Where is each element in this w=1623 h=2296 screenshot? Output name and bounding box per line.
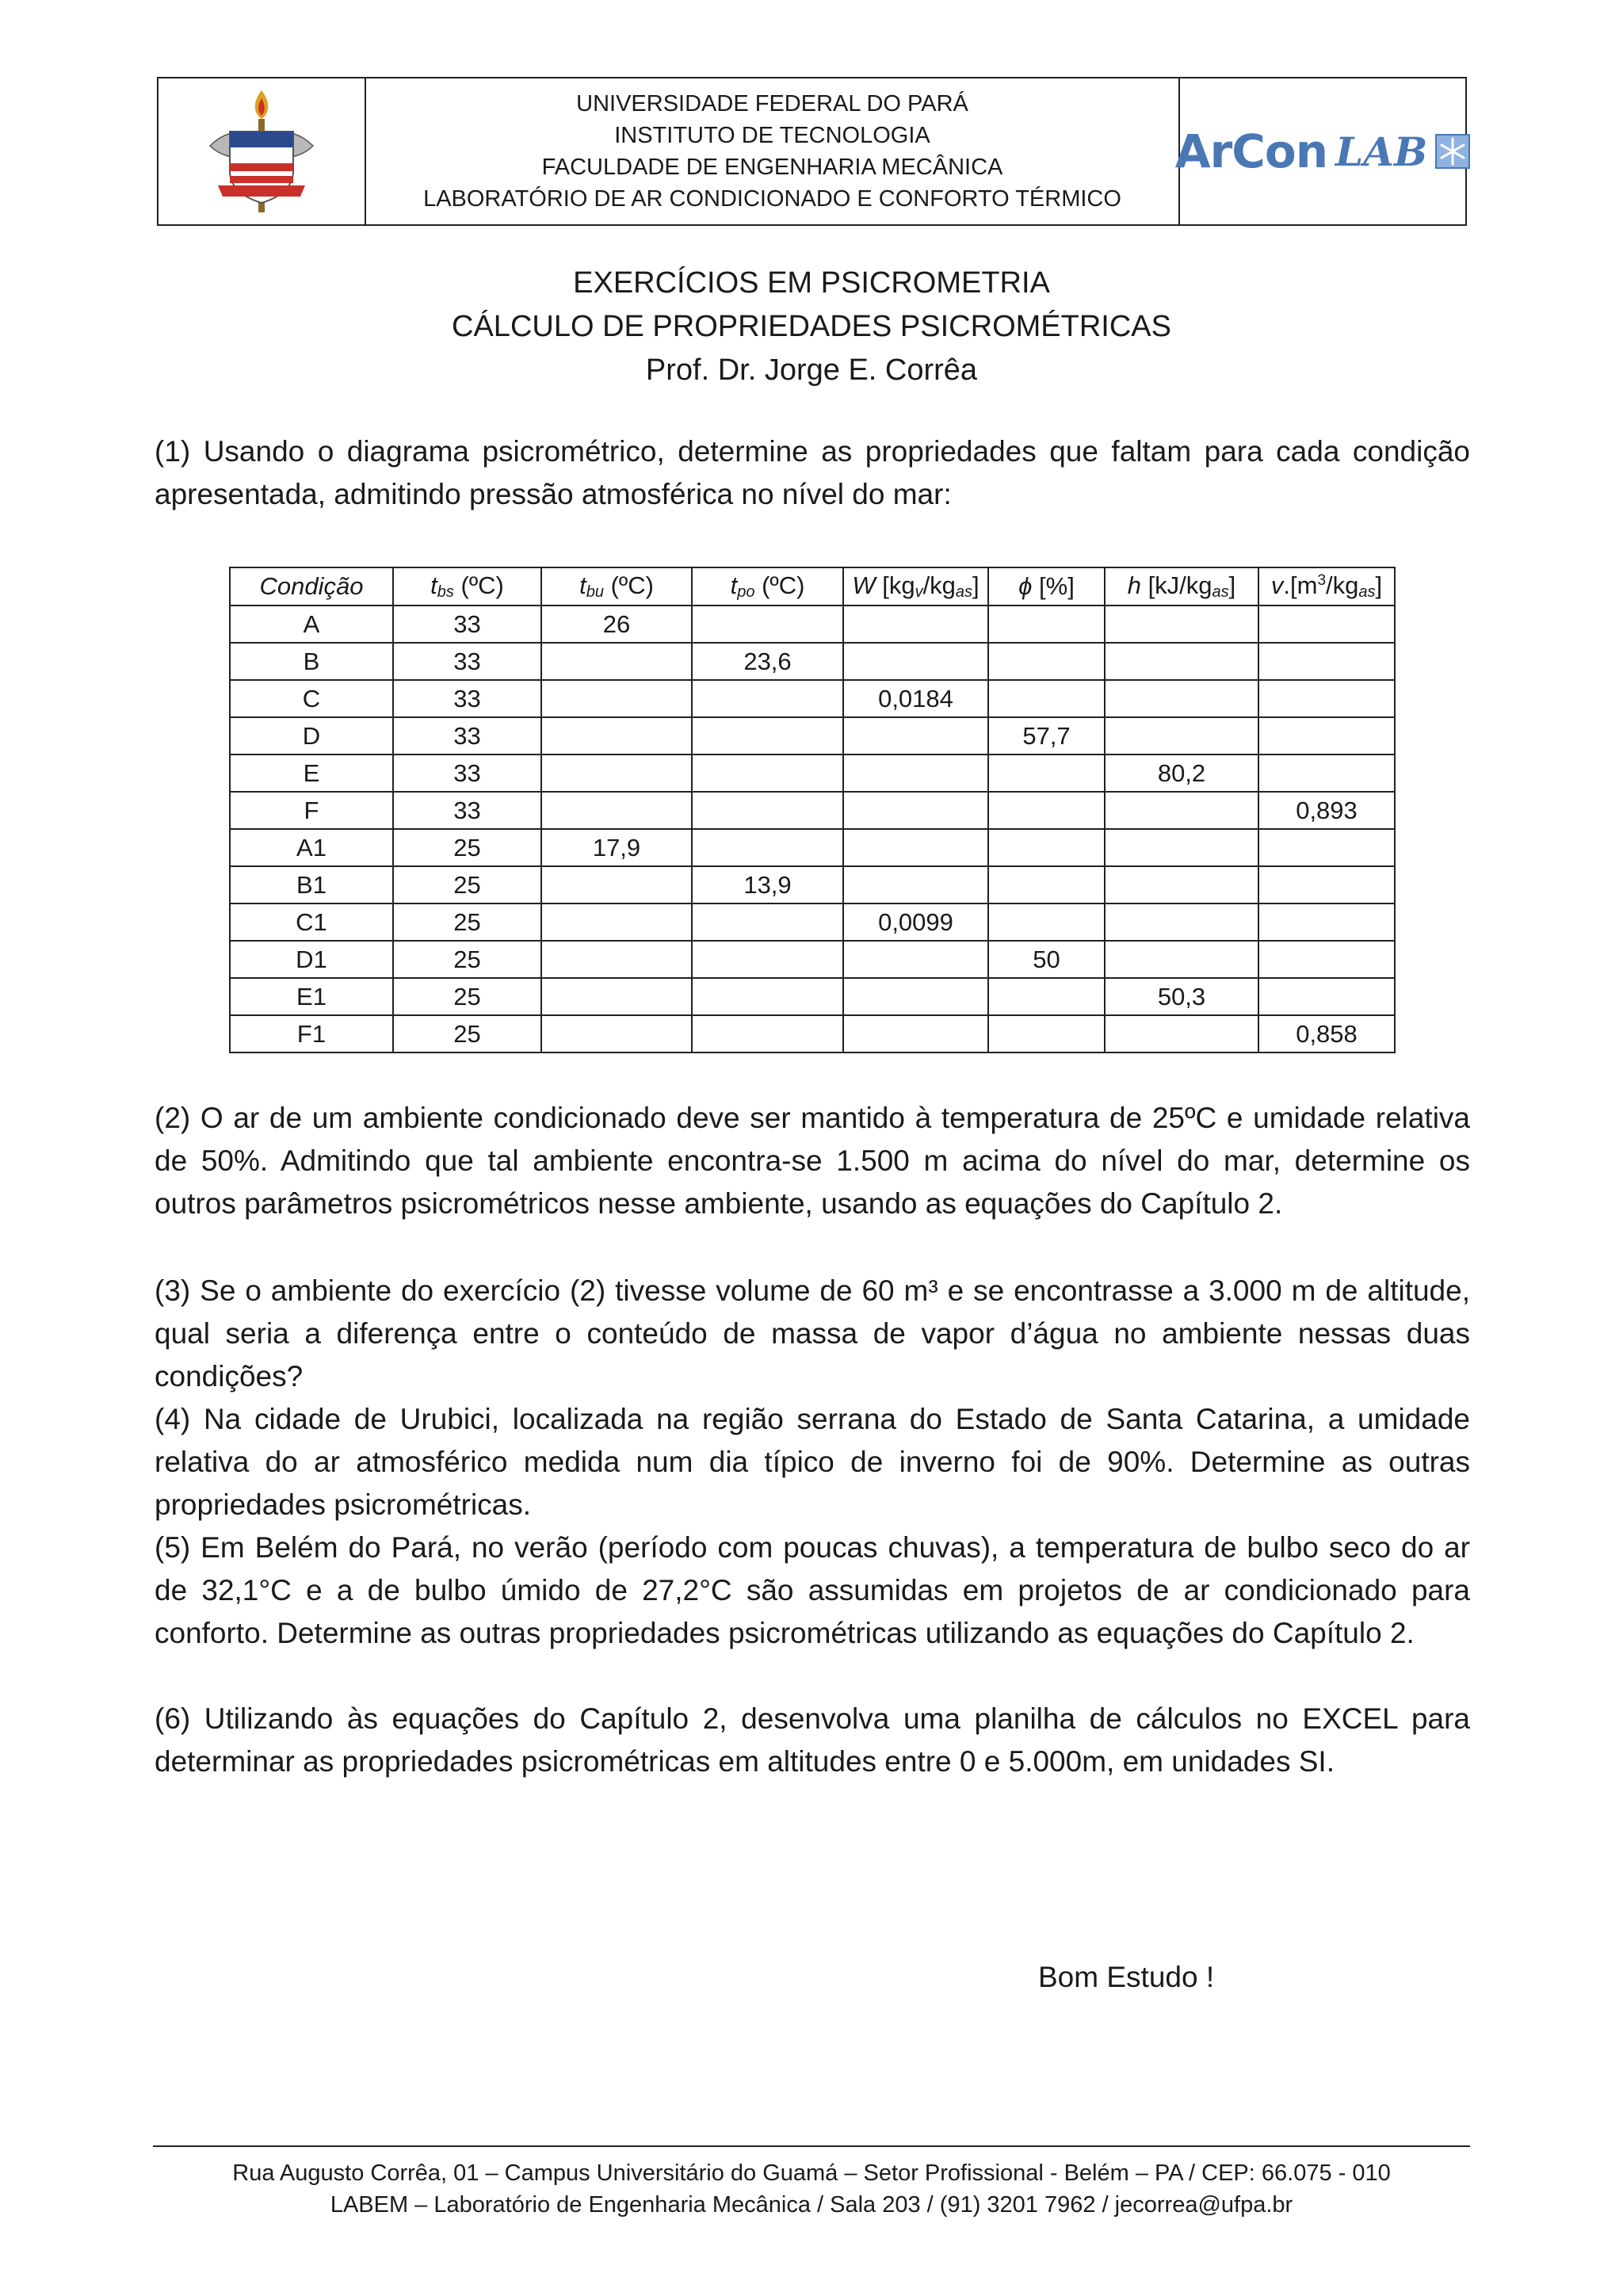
cell-phi (988, 792, 1105, 829)
cell-tbs: 25 (393, 829, 541, 866)
table-body (230, 606, 1395, 1052)
cell-h (1105, 643, 1258, 680)
cell-tpo (692, 829, 843, 866)
cell-v (1258, 680, 1395, 717)
table-row (230, 866, 1395, 904)
cell-condicao: F1 (230, 1015, 393, 1052)
question-4: (4) Na cidade de Urubici, localizada na região serrana do Estado de Santa Catarina, a umidade relativa do ar atmosférico medida num dia típico de inverno foi de 90%. Determine as outras propriedades psicrométricas. (155, 1403, 1470, 1521)
cell-tbs: 25 (393, 1015, 541, 1052)
cell-v (1258, 941, 1395, 978)
cell-v: 0,893 (1258, 792, 1395, 829)
cell-tbu (541, 941, 692, 978)
cell-h (1105, 941, 1258, 978)
cell-tbs: 33 (393, 680, 541, 717)
cell-phi (988, 755, 1105, 792)
header-line-faculty: FACULDADE DE ENGENHARIA MECÂNICA (541, 155, 1003, 180)
header-w: W $[kg_v/kg_{as}]$ (843, 567, 988, 606)
cell-tpo (692, 717, 843, 755)
table-row (230, 941, 1395, 978)
arconlab-logo (1175, 124, 1470, 178)
cell-tpo (692, 941, 843, 978)
closing-remark: Bom Estudo ! (1038, 1961, 1215, 1993)
cell-phi (988, 606, 1105, 643)
question-2: (2) O ar de um ambiente condicionado deve ser mantido à temperatura de 25ºC e umidade relativa de 50%. Admitindo que tal ambiente encontra-se 1.500 m acima do nível do mar, determine os outros parâmetros psicrométricos nesse ambiente, usando as equações do Capítulo 2. (155, 1102, 1470, 1220)
cell-tbs: 25 (393, 904, 541, 941)
logo-lab-text: LAB (1335, 128, 1428, 175)
cell-tbs: 25 (393, 866, 541, 904)
cell-condicao: D (230, 717, 393, 755)
header-phi: ϕ [%] (988, 567, 1105, 606)
university-emblem-cell (158, 78, 366, 224)
cell-phi (988, 904, 1105, 941)
cell-h (1105, 792, 1258, 829)
cell-phi: 50 (988, 941, 1105, 978)
header-tbu: $t_{bu}$ (ºC) (541, 567, 692, 606)
cell-tbu (541, 755, 692, 792)
cell-w (843, 717, 988, 755)
title-line-1: EXERCÍCIOS EM PSICROMETRIA (573, 266, 1050, 300)
cell-w (843, 606, 988, 643)
institution-names (366, 78, 1178, 224)
cell-tpo (692, 904, 843, 941)
cell-v (1258, 606, 1395, 643)
footer (0, 2157, 1623, 2221)
cell-tbu: 17,9 (541, 829, 692, 866)
cell-w (843, 866, 988, 904)
cell-h (1105, 680, 1258, 717)
cell-phi (988, 643, 1105, 680)
cell-phi (988, 866, 1105, 904)
cell-tbu (541, 978, 692, 1015)
cell-condicao: C (230, 680, 393, 717)
cell-tbu (541, 1015, 692, 1052)
cell-tpo (692, 1015, 843, 1052)
question-3: (3) Se o ambiente do exercício (2) tivesse volume de 60 m³ e se encontrasse a 3.000 m de altitude, qual seria a diferença entre o conteúdo de massa de vapor d’água no ambiente nessas duas condições? (155, 1274, 1470, 1392)
snowflake-icon (1435, 134, 1470, 169)
table-row (230, 792, 1395, 829)
document-title (0, 262, 1623, 392)
cell-condicao: F (230, 792, 393, 829)
header-h: h $[kJ/kg_{as}]$ (1105, 567, 1258, 606)
header-line-university: UNIVERSIDADE FEDERAL DO PARÁ (576, 91, 968, 117)
cell-v (1258, 829, 1395, 866)
cell-tpo (692, 978, 843, 1015)
question-6: (6) Utilizando às equações do Capítulo 2, desenvolva uma planilha de cálculos no EXCEL para determinar as propriedades psicrométricas em altitudes entre 0 e 5.000m, em unidades SI. (155, 1702, 1470, 1778)
cell-phi: 57,7 (988, 717, 1105, 755)
cell-tbu (541, 680, 692, 717)
cell-condicao: A (230, 606, 393, 643)
cell-tpo (692, 755, 843, 792)
cell-w (843, 755, 988, 792)
cell-tbu (541, 643, 692, 680)
cell-condicao: B1 (230, 866, 393, 904)
question-1: (1) Usando o diagrama psicrométrico, determine as propriedades que faltam para cada condição apresentada, admitindo pressão atmosférica no nível do mar: (155, 435, 1470, 510)
cell-condicao: B (230, 643, 393, 680)
table-row (230, 680, 1395, 717)
cell-tbs: 25 (393, 941, 541, 978)
table-row (230, 978, 1395, 1015)
question-5: (5) Em Belém do Pará, no verão (período com poucas chuvas), a temperatura de bulbo seco do ar de 32,1°C e a de bulbo úmido de 27,2°C são assumidas em projetos de ar condicionado para conforto. Determine as outras propriedades psicrométricas utilizando as equações do Capítulo 2. (155, 1531, 1470, 1649)
cell-phi (988, 978, 1105, 1015)
header-condicao: Condição (230, 567, 393, 606)
cell-condicao: E1 (230, 978, 393, 1015)
cell-v (1258, 755, 1395, 792)
cell-w (843, 1015, 988, 1052)
cell-tbs: 33 (393, 755, 541, 792)
cell-w (843, 792, 988, 829)
cell-w (843, 941, 988, 978)
table-row (230, 643, 1395, 680)
title-line-3: Prof. Dr. Jorge E. Corrêa (645, 353, 978, 387)
cell-h: 50,3 (1105, 978, 1258, 1015)
title-line-2: CÁLCULO DE PROPRIEDADES PSICROMÉTRICAS (452, 310, 1171, 343)
cell-tbs: 33 (393, 792, 541, 829)
cell-phi (988, 680, 1105, 717)
cell-tpo (692, 792, 843, 829)
arconlab-logo-cell (1174, 78, 1465, 224)
letterhead (157, 77, 1467, 226)
cell-v: 0,858 (1258, 1015, 1395, 1052)
cell-tpo: 23,6 (692, 643, 843, 680)
header-v: $v.[m^3/kg_{as}]$ (1258, 567, 1395, 606)
table-header-row (230, 567, 1395, 606)
logo-arcon-text: ArCon (1174, 124, 1327, 178)
cell-tbs: 33 (393, 717, 541, 755)
cell-w (843, 829, 988, 866)
cell-condicao: D1 (230, 941, 393, 978)
cell-tpo (692, 680, 843, 717)
cell-h (1105, 866, 1258, 904)
cell-tbu (541, 866, 692, 904)
cell-tbu: 26 (541, 606, 692, 643)
table-row (230, 904, 1395, 941)
footer-divider (153, 2145, 1470, 2147)
ufpa-emblem-icon (202, 84, 321, 219)
cell-h: 80,2 (1105, 755, 1258, 792)
cell-tbu (541, 904, 692, 941)
cell-h (1105, 904, 1258, 941)
psychrometric-table (229, 567, 1396, 1053)
cell-w: 0,0099 (843, 904, 988, 941)
table-row (230, 829, 1395, 866)
header-line-laboratory: LABORATÓRIO DE AR CONDICIONADO E CONFORTO TÉRMICO (423, 186, 1121, 212)
cell-h (1105, 829, 1258, 866)
cell-tbs: 33 (393, 643, 541, 680)
cell-condicao: E (230, 755, 393, 792)
cell-tbs: 33 (393, 606, 541, 643)
cell-v (1258, 904, 1395, 941)
cell-tpo (692, 606, 843, 643)
table-row (230, 606, 1395, 643)
cell-tbu (541, 792, 692, 829)
cell-h (1105, 717, 1258, 755)
table-row (230, 717, 1395, 755)
cell-v (1258, 643, 1395, 680)
header-line-institute: INSTITUTO DE TECNOLOGIA (614, 123, 930, 148)
cell-h (1105, 606, 1258, 643)
cell-tpo: 13,9 (692, 866, 843, 904)
cell-w (843, 978, 988, 1015)
footer-contact: LABEM – Laboratório de Engenharia Mecânica / Sala 203 / (91) 3201 7962 / jecorrea@ufpa.br (330, 2192, 1293, 2218)
cell-v (1258, 717, 1395, 755)
header-tbs: $t_{bs}$ (ºC) (393, 567, 541, 606)
table-row (230, 755, 1395, 792)
cell-condicao: A1 (230, 829, 393, 866)
footer-address: Rua Augusto Corrêa, 01 – Campus Universitário do Guamá – Setor Profissional - Belém – PA / CEP: 66.075 - 010 (232, 2160, 1391, 2186)
cell-v (1258, 978, 1395, 1015)
cell-tbs: 25 (393, 978, 541, 1015)
cell-tbu (541, 717, 692, 755)
cell-phi (988, 829, 1105, 866)
cell-v (1258, 866, 1395, 904)
cell-w: 0,0184 (843, 680, 988, 717)
header-tpo: $t_{po}$ (ºC) (692, 567, 843, 606)
cell-condicao: C1 (230, 904, 393, 941)
table-row (230, 1015, 1395, 1052)
cell-h (1105, 1015, 1258, 1052)
cell-phi (988, 1015, 1105, 1052)
cell-w (843, 643, 988, 680)
